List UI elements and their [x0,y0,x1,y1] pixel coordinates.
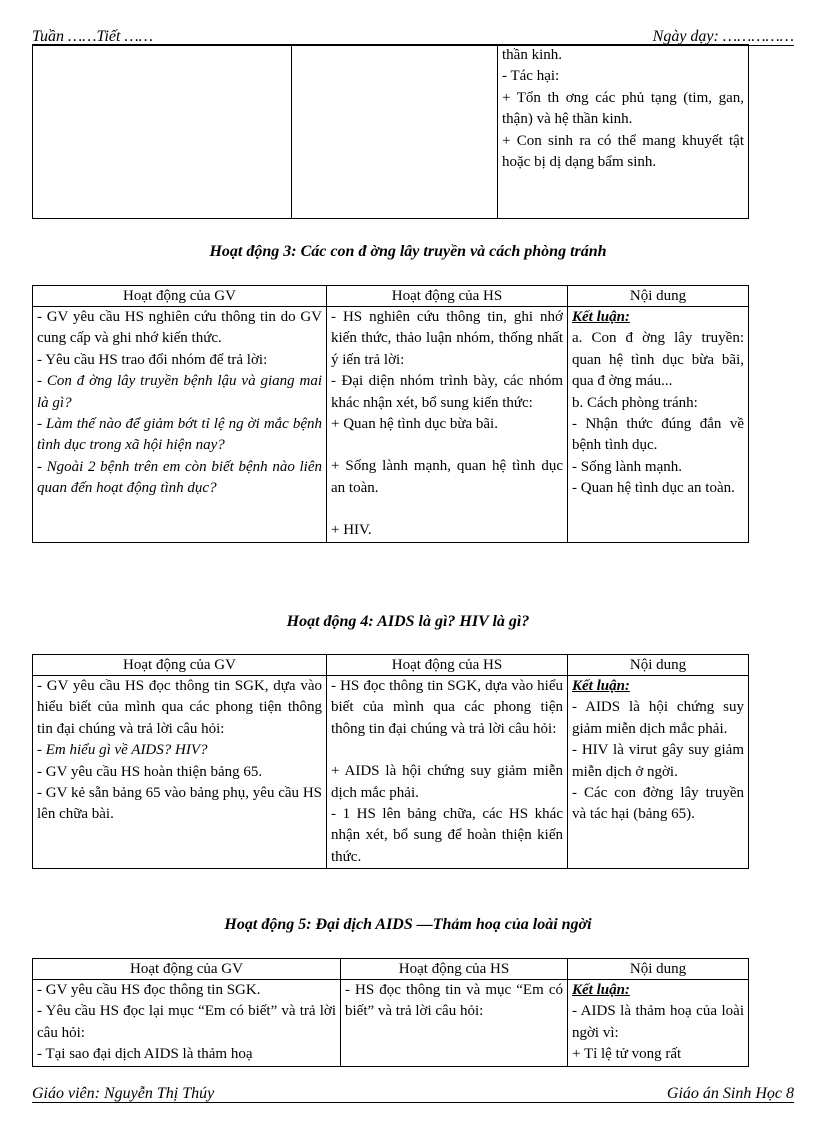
header-hs: Hoạt động của HS [327,286,568,307]
header-nd: Nội dung [568,959,749,980]
section-5-title: Hoạt động 5: Đại dịch AIDS —Thảm hoạ của loài ngời [224,916,592,933]
nd-cell: Kết luận: - AIDS là thảm hoạ của loài ngời vì: + Tỉ lệ tử vong rất [568,980,749,1067]
section-4-table [32,654,749,869]
hs-cell: - HS đọc thông tin SGK, dựa vào hiểu biết của mình qua các phong tiện thông tin đại chúng và trả lời câu hỏi: + AIDS là hội chứng suy giảm miễn dịch mắc phải. - 1 HS lên bảng chữa, các HS khác nhận xét, bổ sung để hoàn thiện kiến thức. [327,676,568,869]
table-header-row [33,959,749,980]
section-4-title: Hoạt động 4: AIDS là gì? HIV là gì? [286,613,530,630]
header-hs: Hoạt động của HS [327,655,568,676]
section-5-table [32,958,749,1067]
top-table-cell-2 [292,45,498,219]
header-hs: Hoạt động của HS [341,959,568,980]
page-footer [32,1085,794,1103]
gv-cell: - GV yêu cầu HS đọc thông tin SGK. - Yêu cầu HS đọc lại mục “Em có biết” và trả lời câu hỏi: - Tại sao đại dịch AIDS là thảm hoạ [33,980,341,1067]
header-nd: Nội dung [568,655,749,676]
table-row [33,676,749,869]
header-gv: Hoạt động của GV [33,959,341,980]
table-header-row [33,655,749,676]
table-row [33,307,749,543]
top-table-cell-3: thần kinh. - Tác hại: + Tổn th ơng các phủ tạng (tim, gan, thận) và hệ thần kinh. + Con sinh ra có thể mang khuyết tật hoặc bị dị dạng bẩm sinh. [498,45,749,219]
top-table-cell-1 [33,45,292,219]
table-header-row [33,286,749,307]
gv-cell: - GV yêu cầu HS đọc thông tin SGK, dựa vào hiểu biết của mình qua các phong tiện thông tin đại chúng và trả lời câu hỏi: - Em hiểu gì về AIDS? HIV? - GV yêu cầu HS hoàn thiện bảng 65. - GV kẻ sẵn bảng 65 vào bảng phụ, yêu cầu HS lên chữa bài. [33,676,327,869]
footer-right: Giáo án Sinh Học 8 [666,1085,794,1102]
section-3-table [32,285,749,543]
section-3-title: Hoạt động 3: Các con đ ờng lây truyền và cách phòng tránh [209,243,607,260]
header-right: Ngày dạy: …………… [652,28,794,45]
conclusion-label: Kết luận: [572,678,630,694]
table-row [33,980,749,1067]
conclusion-label: Kết luận: [572,309,630,325]
header-gv: Hoạt động của GV [33,655,327,676]
gv-cell: - GV yêu cầu HS nghiên cứu thông tin do GV cung cấp và ghi nhớ kiến thức. - Yêu cầu HS trao đổi nhóm để trả lời: - Con đ ờng lây truyền bệnh lậu và giang mai là gì? - Làm thế nào để giảm bớt tỉ lệ ng ời mắc bệnh tình dục trong xã hội hiện nay? - Ngoài 2 bệnh trên em còn biết bệnh nào liên quan đến hoạt động tình dục? [33,307,327,543]
conclusion-label: Kết luận: [572,982,630,998]
top-table [32,44,749,219]
header-gv: Hoạt động của GV [33,286,327,307]
hs-cell: - HS đọc thông tin và mục “Em có biết” và trả lời câu hỏi: [341,980,568,1067]
footer-left: Giáo viên: Nguyễn Thị Thúy [32,1085,215,1102]
hs-cell: - HS nghiên cứu thông tin, ghi nhớ kiến thức, thảo luận nhóm, thống nhất ý iến trả lời: - Đại diện nhóm trình bày, các nhóm khác nhận xét, bổ sung kiến thức: + Quan hệ tình dục bừa bãi. + Sống lành mạnh, quan hệ tình dục an toàn. + HIV. [327,307,568,543]
header-nd: Nội dung [568,286,749,307]
header-left: Tuần ……Tiết …… [32,28,153,45]
nd-cell: Kết luận: - AIDS là hội chứng suy giảm miễn dịch mắc phải. - HIV là virut gây suy giảm miễn dịch ở ngời. - Các con đờng lây truyền và tác hại (bảng 65). [568,676,749,869]
nd-cell: Kết luận: a. Con đ ờng lây truyền: quan hệ tình dục bừa bãi, qua đ ờng máu... b. Cách phòng tránh: - Nhận thức đúng đắn về bệnh tình dục. - Sống lành mạnh. - Quan hệ tình dục an toàn. [568,307,749,543]
